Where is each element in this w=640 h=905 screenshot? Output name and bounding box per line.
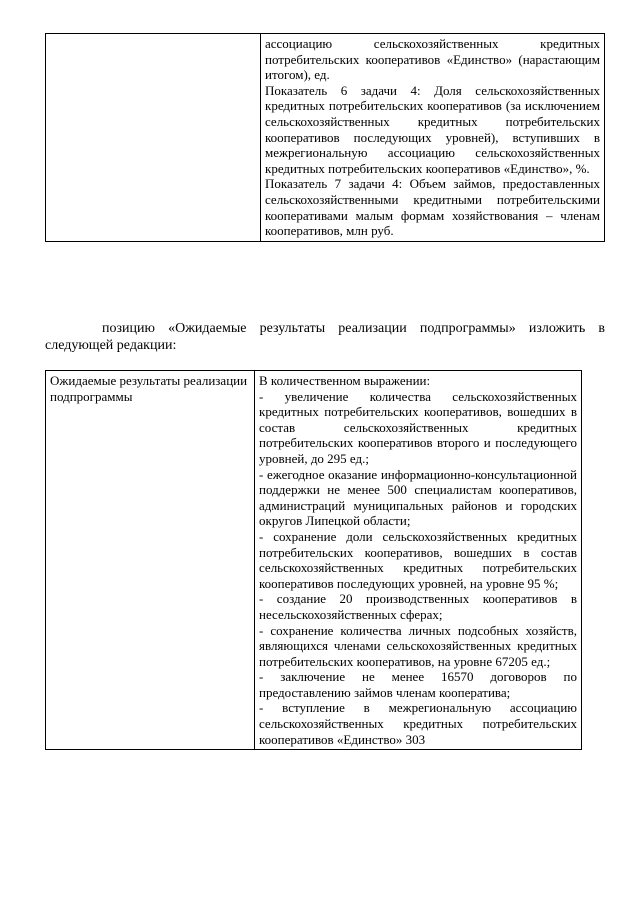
indicator-7-text: Показатель 7 задачи 4: Объем займов, предоставленных сельскохозяйственными кредитными потребительскими кооперативами малым формам хозяйствования – членам кооперативов, млн руб. (265, 176, 600, 239)
table-row (46, 371, 582, 750)
result-item: - заключение не менее 16570 договоров по предоставлению займов членам кооператива; (259, 669, 577, 700)
result-item: - сохранение доли сельскохозяйственных кредитных потребительских кооперативов, вошедших в состав сельскохозяйственных кредитных потребительских кооперативов последующих уровней, на уровне 95 %; (259, 528, 577, 591)
result-item: - вступление в межрегиональную ассоциацию сельскохозяйственных кредитных потребительских кооперативов «Единство» 303 (259, 700, 577, 747)
top-table-left-cell (46, 34, 261, 242)
result-item: - ежегодное оказание информационно-консультационной поддержки не менее 500 специалистам кооперативов, администраций муниципальных районов и городских округов Липецкой области; (259, 466, 577, 529)
results-intro: В количественном выражении: (259, 373, 431, 388)
body-paragraph: позицию «Ожидаемые результаты реализации подпрограммы» изложить в следующей редакции: (45, 321, 605, 353)
bottom-table (45, 370, 582, 750)
bottom-table-right-cell (255, 371, 582, 750)
top-table (45, 33, 605, 242)
result-item: - создание 20 производственных кооперативов в несельскохозяйственных сферах; (259, 591, 577, 622)
result-item: - увеличение количества сельскохозяйственных кредитных потребительских кооперативов, вошедших в состав сельскохозяйственных кредитных потребительских кооперативов второго и последующего уровней, до 295 ед.; (259, 388, 577, 466)
top-table-right-cell (261, 34, 605, 242)
bottom-table-left-cell (46, 371, 255, 750)
position-label: Ожидаемые результаты реализации подпрограммы (50, 373, 248, 404)
indicator-6-text: Показатель 6 задачи 4: Доля сельскохозяйственных кредитных потребительских кооперативов (за исключением сельскохозяйственных кредитных потребительских кооперативов последующих уровней), вступивших в межрегиональную ассоциацию сельскохозяйственных кредитных потребительских кооперативов «Единство», %. (265, 82, 600, 176)
table-row (46, 34, 605, 242)
result-item: - сохранение количества личных подсобных хозяйств, являющихся членами сельскохозяйственных кредитных потребительских кооперативов, на уровне 67205 ед.; (259, 622, 577, 669)
indicator-continuation-text: ассоциацию сельскохозяйственных кредитных потребительских кооперативов «Единство» (нарастающим итогом), ед. (265, 36, 600, 83)
